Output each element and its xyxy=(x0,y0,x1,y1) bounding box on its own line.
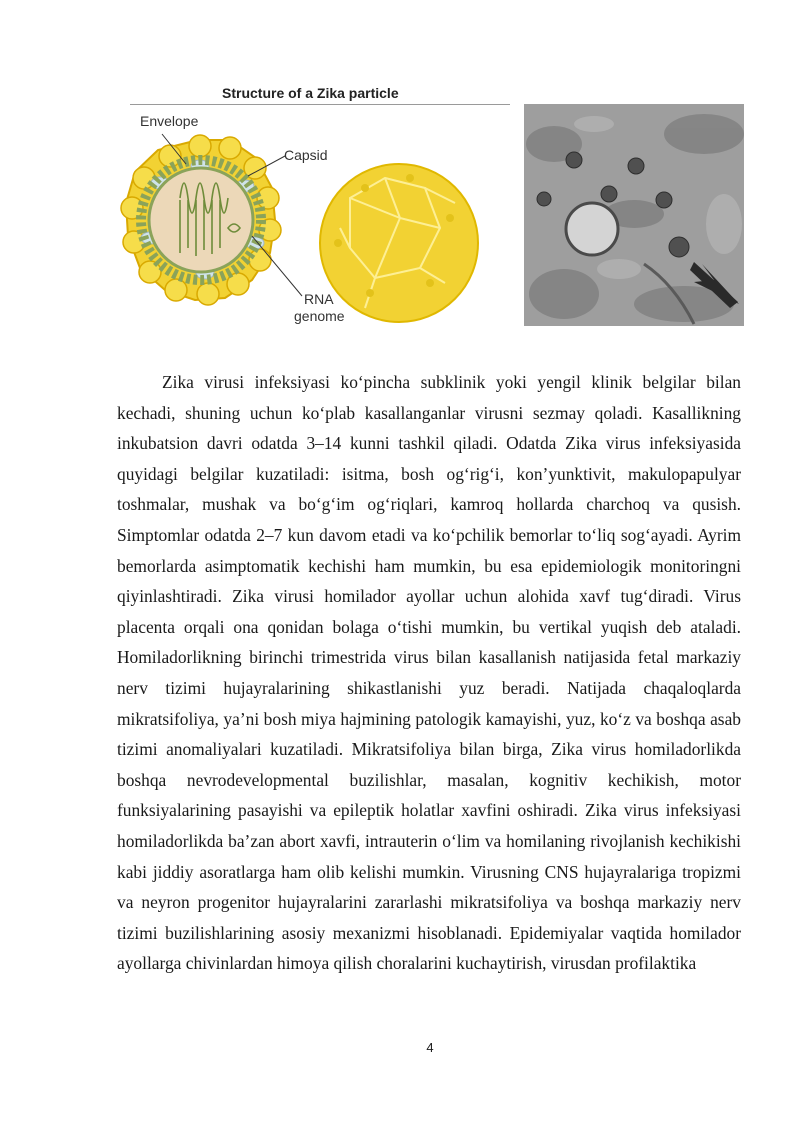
label-rna-line2: genome xyxy=(294,308,345,324)
figure-title: Structure of a Zika particle xyxy=(222,85,399,101)
label-rna-line1: RNA xyxy=(304,291,334,307)
surface-view-particle xyxy=(320,164,478,322)
body-paragraph: Zika virusi infeksiyasi ko‘pincha subklinik yoki yengil klinik belgilar bilan kechadi, shuning uchun ko‘plab kasallanganlar virusni sezmay qoladi. Kasallikning inkubatsion davri odatda 3–14 kunni tashkil qiladi. Odatda Zika virus infeksiyasida quyidagi belgilar kuzatiladi: isitma, bosh og‘rig‘i, kon’yunktivit, makulopapulyar toshmalar, mushak va bo‘g‘im og‘riqlari, kamroq hollarda charchoq va qusish. Simptomlar odatda 2–7 kun davom etadi va ko‘pchilik bemorlar to‘liq sog‘ayadi. Ayrim bemorlarda asimptomatik kechishi ham mumkin, bu esa epidemiologik monitoringni qiyinlashtiradi. Zika virusi homilador ayollar uchun alohida xavf tug‘diradi. Virus placenta orqali ona qonidan bolaga o‘tishi mumkin, bu vertikal yuqish deb ataladi. Homiladorlikning birinchi trimestrida virus bilan kasallanish natijasida fetal markaziy nerv tizimi hujayralarining shikastlanishi yuz beradi. Natijada chaqaloqlarda mikratsifoliya, ya’ni bosh miya hajmining patologik kamayishi, yuz, ko‘z va boshqa asab tizimi anomaliyalari kuzatiladi. Mikratsifoliya bilan birga, Zika virus homiladorlikda boshqa nevrodevelopmental buzilishlar, masalan, kognitiv kechikish, motor funksiyalarining pasayishi va epileptik holatlar xavfini oshiradi. Zika virus infeksiyasi homiladorlikda ba’zan abort xavfi, intrauterin o‘lim va homilaning rivojlanish kechikishi kabi jiddiy asoratlarga ham olib kelishi mumkin. Virusning CNS hujayralariga tropizmi va neyron progenitor hujayralarini zararlashi mikratsifoliya va boshqa markaziy nerv tizimi buzilishlarining asosiy mexanizmi hisoblanadi. Epidemiyalar vaqtida homilador ayollarga chivinlardan himoya qilish choralarini kuchaytirish, virusdan profilaktika xyxy=(117,372,741,974)
page-number: 4 xyxy=(426,1040,434,1055)
cross-section-particle xyxy=(121,134,302,305)
electron-micrograph xyxy=(524,104,744,326)
title-divider xyxy=(130,104,510,105)
label-envelope: Envelope xyxy=(140,113,199,129)
label-capsid: Capsid xyxy=(284,147,328,163)
zika-structure-diagram xyxy=(110,108,520,333)
